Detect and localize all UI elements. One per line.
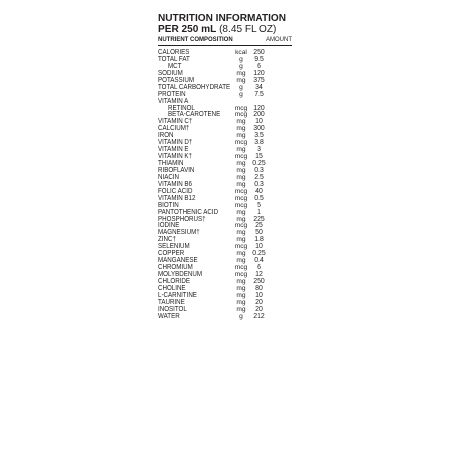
- table-row: [158, 299, 292, 306]
- nutrient-name: CHOLINE: [158, 284, 186, 292]
- nutrient-unit: mg: [236, 291, 246, 299]
- nutrient-unit: mg: [236, 180, 246, 188]
- nutrient-unit: mg: [236, 146, 246, 154]
- nutrient-unit: g: [239, 90, 243, 98]
- table-row: [158, 167, 292, 174]
- nutrient-unit: g: [239, 83, 243, 91]
- nutrient-unit: mg: [236, 69, 246, 77]
- nutrient-amount: 6: [257, 264, 261, 272]
- nutrient-unit: mg: [236, 277, 246, 285]
- nutrient-name: VITAMIN E: [158, 146, 189, 154]
- nutrient-unit: mg: [236, 284, 246, 292]
- nutrient-unit: mcg: [234, 187, 248, 195]
- nutrient-name: BETA-CAROTENE: [168, 111, 221, 119]
- serving-size: [158, 24, 287, 35]
- nutrient-unit: g: [239, 62, 243, 70]
- nutrient-unit: mcg: [234, 153, 248, 161]
- table-row: [158, 139, 292, 146]
- nutrient-amount: 25: [255, 222, 263, 230]
- nutrient-name: VITAMIN D†: [158, 139, 193, 147]
- nutrient-amount: 50: [255, 229, 263, 237]
- nutrition-panel: [158, 13, 292, 320]
- table-row: [158, 98, 292, 105]
- table-row: [158, 202, 292, 209]
- nutrient-amount: 34: [255, 83, 263, 91]
- nutrient-unit: mcg: [234, 243, 248, 251]
- table-row: [158, 160, 292, 167]
- nutrient-amount: 2.5: [254, 173, 264, 181]
- nutrient-amount: 120: [253, 104, 265, 112]
- nutrient-name: CALCIUM†: [158, 125, 190, 133]
- column-header: [158, 37, 292, 46]
- nutrient-unit: mg: [236, 257, 246, 265]
- nutrient-name: VITAMIN K†: [158, 153, 193, 161]
- nutrient-amount: 0.3: [254, 180, 264, 188]
- nutrient-amount: 250: [253, 49, 265, 56]
- nutrient-name: MOLYBDENUM: [158, 271, 203, 278]
- nutrient-unit: mg: [236, 305, 246, 313]
- nutrient-name: IRON: [158, 132, 174, 140]
- nutrient-amount: 200: [253, 111, 265, 119]
- table-row: [158, 264, 292, 271]
- nutrient-name: PROTEIN: [158, 90, 186, 98]
- table-row: [158, 236, 292, 243]
- nutrient-name: PHOSPHORUS†: [158, 215, 206, 223]
- table-row: [158, 118, 292, 125]
- panel-title: NUTRITION INFORMATION: [158, 12, 287, 24]
- nutrient-unit: mg: [236, 125, 246, 133]
- nutrient-unit: mg: [236, 250, 246, 258]
- nutrient-amount: 7.5: [254, 90, 264, 98]
- table-row: [158, 132, 292, 139]
- table-row: [158, 181, 292, 188]
- nutrient-amount: 80: [255, 284, 263, 292]
- nutrient-amount: 3: [257, 146, 261, 154]
- nutrient-unit: mcg: [234, 139, 248, 147]
- nutrient-name: INOSITOL: [158, 305, 187, 313]
- nutrient-amount: 250: [253, 277, 265, 285]
- table-row: [158, 278, 292, 285]
- nutrient-amount: 5: [257, 201, 261, 209]
- nutrient-name: SODIUM: [158, 69, 183, 77]
- nutrient-unit: g: [239, 312, 243, 320]
- nutrient-unit: kcal: [235, 49, 247, 56]
- nutrient-name: TAURINE: [158, 298, 185, 306]
- nutrient-name: SELENIUM: [158, 243, 190, 251]
- nutrient-amount: 1: [257, 208, 261, 216]
- nutrient-unit: mg: [236, 236, 246, 244]
- nutrient-unit: mcg: [234, 222, 248, 230]
- nutrient-amount: 0.5: [254, 194, 264, 202]
- serving-per-label: PER 250 mL: [158, 23, 217, 35]
- nutrient-unit: mcg: [234, 271, 248, 278]
- nutrient-name: MAGNESIUM†: [158, 229, 200, 237]
- table-row: [158, 257, 292, 264]
- table-row: [158, 105, 292, 112]
- nutrient-name: FOLIC ACID: [158, 187, 193, 195]
- nutrient-name: RETINOL: [168, 104, 195, 112]
- nutrient-amount: 6: [257, 62, 261, 70]
- table-row: [158, 313, 292, 320]
- table-row: [158, 70, 292, 77]
- table-row: [158, 243, 292, 250]
- nutrient-amount: 3.8: [254, 139, 264, 147]
- table-row: [158, 91, 292, 98]
- nutrient-amount: 0.25: [252, 160, 266, 167]
- nutrient-name: MANGANESE: [158, 257, 198, 265]
- nutrient-amount: 10: [255, 291, 263, 299]
- nutrient-unit: mg: [236, 118, 246, 126]
- nutrient-amount: 40: [255, 187, 263, 195]
- nutrient-amount: 15: [255, 153, 263, 161]
- table-row: [158, 63, 292, 70]
- table-row: [158, 222, 292, 229]
- nutrient-unit: mg: [236, 229, 246, 237]
- nutrient-name: TOTAL CARBOHYDRATE: [158, 83, 231, 91]
- table-row: [158, 56, 292, 63]
- table-row: [158, 77, 292, 84]
- nutrient-unit: mg: [236, 76, 246, 84]
- nutrient-name: VITAMIN C†: [158, 118, 193, 126]
- nutrient-unit: mg: [236, 208, 246, 216]
- nutrient-amount: 0.25: [252, 250, 266, 258]
- table-row: [158, 125, 292, 132]
- amount-column-header: AMOUNT: [266, 37, 292, 43]
- nutrient-name: CHLORIDE: [158, 277, 191, 285]
- nutrient-unit: mcg: [234, 264, 248, 272]
- nutrient-name: MCT: [168, 62, 182, 70]
- table-row: [158, 153, 292, 160]
- table-row: [158, 285, 292, 292]
- table-row: [158, 146, 292, 153]
- table-row: [158, 195, 292, 202]
- nutrient-amount: 10: [255, 118, 263, 126]
- nutrient-name: VITAMIN B6: [158, 180, 193, 188]
- table-row: [158, 209, 292, 216]
- nutrient-unit: mg: [236, 160, 246, 167]
- nutrient-amount: 20: [255, 298, 263, 306]
- nutrient-name: BIOTIN: [158, 201, 179, 209]
- table-row: [158, 111, 292, 118]
- nutrient-name: VITAMIN A: [158, 97, 189, 105]
- nutrient-name: THIAMIN: [158, 160, 184, 167]
- nutrient-amount: 0.4: [254, 257, 264, 265]
- nutrient-name: TOTAL FAT: [158, 55, 190, 63]
- nutrient-amount: 10: [255, 243, 263, 251]
- nutrient-column-header: NUTRIENT COMPOSITION: [158, 37, 233, 43]
- nutrient-amount: 300: [253, 125, 265, 133]
- nutrient-unit: mg: [236, 166, 246, 174]
- nutrient-name: WATER: [158, 312, 180, 320]
- table-row: [158, 49, 292, 56]
- nutrient-amount: 1.8: [254, 236, 264, 244]
- nutrient-name: CHROMIUM: [158, 264, 193, 272]
- nutrient-amount: 20: [255, 305, 263, 313]
- nutrient-name: COPPER: [158, 250, 185, 258]
- nutrient-unit: mcg: [234, 201, 248, 209]
- nutrient-amount: 225: [253, 215, 265, 223]
- nutrient-amount: 12: [255, 271, 263, 278]
- table-row: [158, 84, 292, 91]
- nutrient-amount: 212: [253, 312, 265, 320]
- nutrient-name: VITAMIN B12: [158, 194, 196, 202]
- nutrient-name: ZINC†: [158, 236, 176, 244]
- table-row: [158, 174, 292, 181]
- table-row: [158, 229, 292, 236]
- nutrient-name: POTASSIUM: [158, 76, 195, 84]
- nutrient-name: IODINE: [158, 222, 180, 230]
- table-row: [158, 188, 292, 195]
- nutrient-name: CALORIES: [158, 49, 190, 56]
- nutrient-name: NIACIN: [158, 173, 180, 181]
- serving-volume: (8.45 FL OZ): [219, 23, 277, 35]
- nutrient-unit: mcg: [234, 111, 248, 119]
- nutrient-name: L-CARNITINE: [158, 291, 197, 299]
- nutrient-table: [158, 49, 292, 320]
- nutrient-unit: mg: [236, 132, 246, 140]
- table-row: [158, 271, 292, 278]
- table-row: [158, 250, 292, 257]
- nutrient-amount: 375: [253, 76, 265, 84]
- nutrient-amount: 120: [253, 69, 265, 77]
- table-row: [158, 216, 292, 223]
- nutrient-name: RIBOFLAVIN: [158, 166, 195, 174]
- nutrient-amount: 0.3: [254, 166, 264, 174]
- table-row: [158, 292, 292, 299]
- nutrient-name: PANTOTHENIC ACID: [158, 208, 219, 216]
- nutrient-unit: g: [239, 55, 243, 63]
- table-row: [158, 306, 292, 313]
- nutrient-unit: mg: [236, 215, 246, 223]
- nutrient-unit: mg: [236, 173, 246, 181]
- nutrient-unit: mg: [236, 298, 246, 306]
- nutrient-unit: mcg: [234, 194, 248, 202]
- nutrient-amount: 9.5: [254, 55, 264, 63]
- nutrient-amount: 3.5: [254, 132, 264, 140]
- nutrient-unit: mcg: [234, 104, 248, 112]
